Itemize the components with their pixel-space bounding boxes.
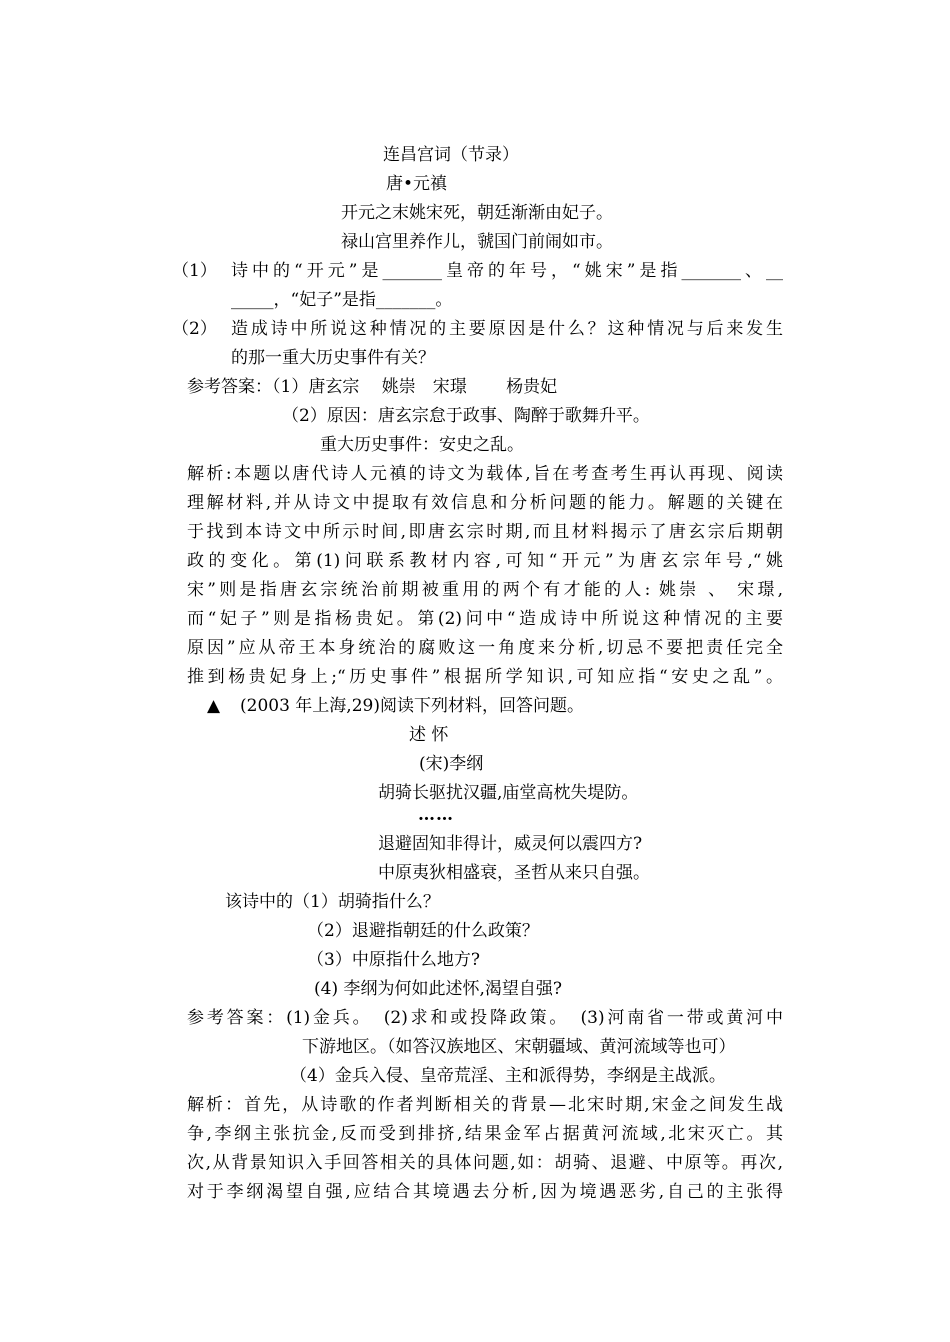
analysis-2-line: 争,李纲主张抗金,反而受到排挤,结果金军占据黄河流域,北宋灭亡。其 [187,1124,783,1144]
poem2-title: 述 怀 [409,725,449,745]
question-2-number: （2） [172,319,217,339]
poem2-line: 退避固知非得计，威灵何以震四方? [378,834,643,854]
poem1-line: 禄山宫里养作儿，虢国门前闹如市。 [341,232,613,252]
analysis-2-line: 解析：首先，从诗歌的作者判断相关的背景—北宋时期,宋金之间发生战 [187,1095,783,1115]
analysis-1-line: 于找到本诗文中所示时间,即唐玄宗时期,而且材料揭示了唐玄宗后期朝 [187,522,783,542]
question-1-text: 诗中的“开元”是_______皇帝的年号，“姚宋”是指_______、__ [231,261,783,281]
question-1-number: （1） [172,261,217,281]
analysis-1-line: 理解材料,并从诗文中提取有效信息和分析问题的能力。解题的关键在 [187,493,783,513]
poem2-author: (宋)李纲 [419,754,484,774]
question-3-intro: (2003 年上海,29)阅读下列材料，回答问题。 [240,696,584,716]
answer-2-line: 参考答案：(1)金兵。 (2)求和或投降政策。 (3)河南省一带或黄河中 [187,1008,783,1028]
answer-1-line: 参考答案：（1）唐玄宗 姚崇 宋璟 杨贵妃 [187,377,558,397]
question-3-sub: (4) 李纲为何如此述怀,渴望自强? [314,979,563,999]
analysis-1-line: 宋”则是指唐玄宗统治前期被重用的两个有才能的人: 姚崇 、 宋璟, [187,580,783,600]
analysis-1-line: 推到杨贵妃身上;“历史事件”根据所学知识,可知应指“安史之乱”。 [187,667,783,687]
analysis-1-line: 政的变化。第(1)问联系教材内容,可知“开元”为唐玄宗年号,“姚 [187,551,783,571]
question-1-text: _____，“妃子”是指_______。 [231,290,453,310]
poem2-ellipsis: …… [418,805,454,825]
answer-1-line: 重大历史事件：安史之乱。 [320,435,524,455]
analysis-1-line: 解析:本题以唐代诗人元禛的诗文为载体,旨在考查考生再认再现、阅读 [187,464,783,484]
triangle-icon: ▲ [207,696,221,716]
poem2-line: 中原夷狄相盛衰，圣哲从来只自强。 [378,863,650,883]
answer-2-line: 下游地区。（如答汉族地区、宋朝疆域、黄河流域等也可） [302,1037,736,1057]
answer-1-line: （2）原因：唐玄宗怠于政事、陶醉于歌舞升平。 [282,406,650,426]
analysis-2-line: 次,从背景知识入手回答相关的具体问题,如：胡骑、退避、中原等。再次, [187,1153,783,1173]
analysis-1-line: 原因”应从帝王本身统治的腐败这一角度来分析,切忌不要把责任完全 [187,638,783,658]
poem1-title: 连昌宫词（节录） [383,145,519,165]
question-2-text: 造成诗中所说这种情况的主要原因是什么？这种情况与后来发生 [231,319,783,339]
question-3-sub: 该诗中的（1）胡骑指什么？ [225,892,440,912]
question-3-sub: （3）中原指什么地方? [307,950,480,970]
analysis-1-line: 而“妃子”则是指杨贵妃。第(2)问中“造成诗中所说这种情况的主要 [187,609,783,629]
question-3-sub: （2）退避指朝廷的什么政策？ [307,921,539,941]
answer-2-line: （4）金兵入侵、皇帝荒淫、主和派得势，李纲是主战派。 [290,1066,726,1086]
poem1-line: 开元之末姚宋死，朝廷渐渐由妃子。 [341,203,613,223]
poem2-line: 胡骑长驱扰汉疆,庙堂高枕失堤防。 [378,783,639,803]
poem1-author: 唐•元禛 [386,174,448,194]
analysis-2-line: 对于李纲渴望自强,应结合其境遇去分析,因为境遇恶劣,自己的主张得 [187,1182,783,1202]
question-2-text: 的那一重大历史事件有关？ [231,348,435,368]
